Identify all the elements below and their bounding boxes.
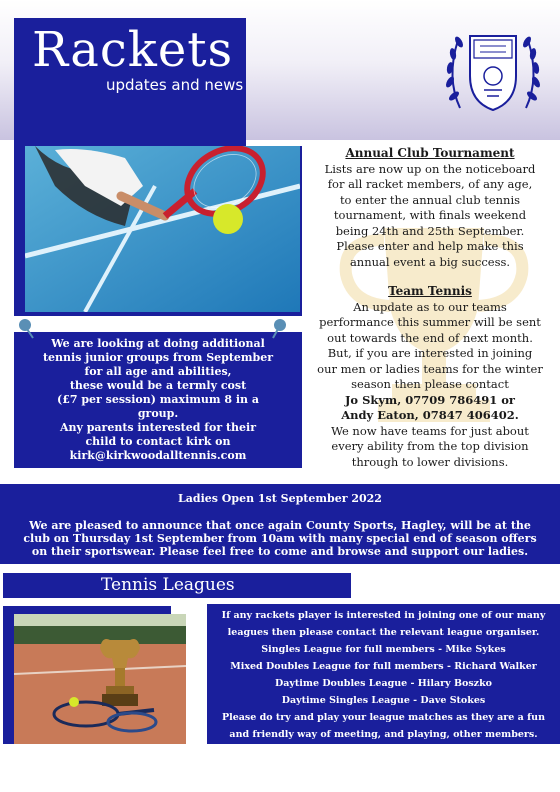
tennis-player-photo — [25, 146, 300, 312]
team-line: performance this summer will be sent — [319, 315, 541, 329]
pushpin-icon — [16, 318, 38, 340]
tournament-line: to enter the annual club tennis — [339, 192, 521, 207]
junior-line: these would be a termly cost — [69, 379, 247, 392]
team-contact: Jo Skym, 07709 786491 or — [344, 392, 515, 407]
tournament-line: tournament, with finals weekend — [333, 208, 527, 222]
team-line: An update as to our teams — [353, 299, 507, 314]
junior-groups-notice — [14, 332, 302, 468]
team-line: out towards the end of next month. — [327, 330, 533, 345]
trophy-rackets-photo — [14, 614, 186, 744]
team-line: We now have teams for just about — [331, 423, 529, 438]
leagues-line: Please do try and play your league matches as they are a fun — [221, 712, 546, 723]
tournament-line: for all racket members, of any age, — [327, 177, 533, 191]
masthead — [14, 18, 246, 146]
junior-email: kirk@kirkwoodalltennis.com — [69, 449, 247, 462]
leagues-line: and friendly way of meeting, and playing, other members. — [229, 729, 538, 740]
tournament-heading: Annual Club Tournament — [345, 146, 515, 160]
club-crest-icon — [440, 18, 546, 122]
tournament-line: Lists are now up on the noticeboard — [324, 161, 536, 176]
team-line: season then please contact — [351, 377, 509, 391]
team-line: through to lower divisions. — [351, 454, 509, 469]
ladies-open-title: Ladies Open 1st September 2022 — [178, 492, 382, 505]
tournament-line: being 24th and 25th September. — [335, 223, 525, 238]
junior-line: tennis junior groups from September — [42, 351, 274, 364]
junior-line: group. — [137, 407, 179, 420]
news-column — [308, 146, 552, 470]
junior-line: child to contact kirk on — [85, 435, 231, 448]
tournament-line: annual event a big success. — [349, 254, 511, 269]
league-organiser: Singles League for full members - Mike Sykes — [261, 644, 506, 655]
junior-line: (£7 per session) maximum 8 in a — [56, 393, 259, 406]
team-heading: Team Tennis — [388, 284, 472, 298]
leagues-line: If any rackets player is interested in joining one of our many — [221, 610, 546, 621]
page-title: Rackets — [32, 22, 234, 78]
league-organiser: Daytime Doubles League - Hilary Boszko — [275, 678, 492, 689]
pushpin-icon — [268, 318, 290, 340]
ladies-open-body: We are pleased to announce that once again County Sports, Hagley, will be at the club on Thursday 1st September from 10am with many special end of season offers on their sportswear. Please feel free to come and browse and support our ladies. — [23, 519, 537, 558]
ladies-open-banner — [0, 484, 560, 564]
league-organiser: Mixed Doubles League for full members - Richard Walker — [230, 661, 537, 672]
junior-line: We are looking at doing additional — [51, 337, 265, 350]
page-subtitle: updates and news — [106, 76, 244, 94]
tennis-leagues-heading: Tennis Leagues — [3, 573, 351, 598]
team-line: But, if you are interested in joining — [327, 346, 533, 360]
league-organiser: Daytime Singles League - Dave Stokes — [281, 695, 486, 706]
tennis-leagues-notice — [207, 604, 560, 744]
junior-line: Any parents interested for their — [59, 421, 257, 434]
leagues-line: leagues then please contact the relevant league organiser. — [227, 627, 540, 638]
junior-line: for all age and abilities, — [84, 365, 232, 378]
team-line: every ability from the top division — [331, 439, 529, 453]
tournament-line: Please enter and help make this — [336, 239, 524, 253]
team-line: our men or ladies teams for the winter — [317, 361, 543, 376]
team-contact: Andy Eaton, 07847 406402. — [341, 408, 519, 422]
